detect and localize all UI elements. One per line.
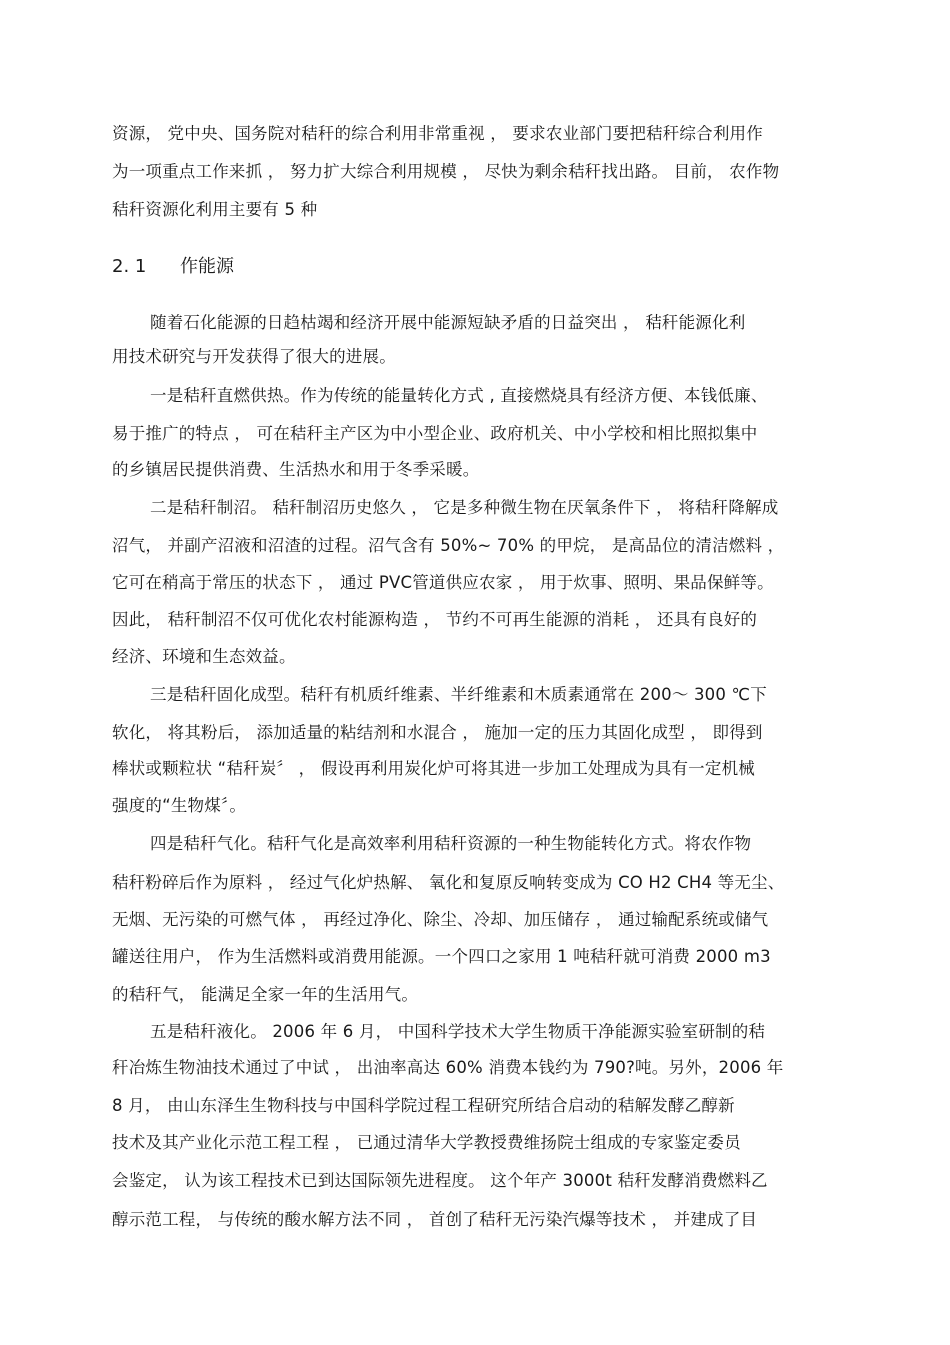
paragraph-line: 用技术研究与开发获得了很大的进展。 [112, 347, 396, 366]
paragraph-line: 沼气， 并副产沼液和沼渣的过程。沼气含有 50%~ 70% 的甲烷， 是高品位的清洁燃料 ， [112, 536, 785, 555]
paragraph-line: 因此， 秸秆制沼不仅可优化农村能源构造 ， 节约不可再生能源的消耗 ， 还具有良好的 [112, 610, 758, 629]
paragraph-line: 罐送往用户， 作为生活燃料或消费用能源。一个四口之家用 1 吨秸秆就可消费 2000 m3 [112, 947, 771, 966]
paragraph-line: 四是秸秆气化。秸秆气化是高效率利用秸秆资源的一种生物能转化方式。将农作物 [150, 834, 752, 853]
paragraph-line: 醇示范工程， 与传统的酸水解方法不同 ， 首创了秸秆无污染汽爆等技术 ， 并建成了目 [112, 1210, 758, 1229]
paragraph-line: 经济、环境和生态效益。 [112, 647, 296, 666]
paragraph-line: 秆冶炼生物油技术通过了中试 ， 出油率高达 60% 消费本钱约为 790?吨。另外，2006 年 [112, 1058, 784, 1077]
paragraph-line: 秸秆粉碎后作为原料 ， 经过气化炉热解、 氧化和复原反响转变成为 CO H2 CH4 等无尘、 [112, 873, 785, 892]
paragraph-line: 的秸秆气， 能满足全家一年的生活用气。 [112, 985, 419, 1004]
paragraph-line: 的乡镇居民提供消费、生活热水和用于冬季采暖。 [112, 460, 480, 479]
paragraph-line: 二是秸秆制沼。 秸秆制沼历史悠久 ， 它是多种微生物在厌氧条件下 ， 将秸秆降解成 [150, 498, 779, 517]
paragraph-line: 强度的“生物煤〞。 [112, 796, 247, 815]
intro-line: 秸秆资源化利用主要有 5 种 [112, 200, 318, 219]
paragraph-line: 随着石化能源的日趋枯竭和经济开展中能源短缺矛盾的日益突出 ， 秸秆能源化利 [150, 313, 746, 332]
section-title: 作能源 [180, 256, 234, 277]
section-number: 2. 1 [112, 256, 147, 277]
paragraph-line: 软化， 将其粉后， 添加适量的粘结剂和水混合 ， 施加一定的压力其固化成型 ， 即得到 [112, 723, 763, 742]
paragraph-line: 棒状或颗粒状 “秸秆炭〞 ， 假设再利用炭化炉可将其进一步加工处理成为具有一定机械 [112, 759, 755, 778]
intro-line: 资源， 党中央、国务院对秸秆的综合利用非常重视 ， 要求农业部门要把秸秆综合利用作 [112, 124, 763, 143]
paragraph-line: 易于推广的特点 ， 可在秸秆主产区为中小型企业、政府机关、中小学校和相比照拟集中 [112, 424, 758, 443]
paragraph-line: 技术及其产业化示范工程工程 ， 已通过清华大学教授费维扬院士组成的专家鉴定委员 [112, 1133, 741, 1152]
paragraph-line: 8 月， 由山东泽生生物科技与中国科学院过程工程研究所结合启动的秸解发酵乙醇新 [112, 1096, 735, 1115]
paragraph-line: 五是秸秆液化。 2006 年 6 月， 中国科学技术大学生物质干净能源实验室研制的秸 [150, 1022, 766, 1041]
intro-line: 为一项重点工作来抓 ， 努力扩大综合利用规模 ， 尽快为剩余秸秆找出路。 目前， 农作物 [112, 162, 780, 181]
paragraph-line: 会鉴定， 认为该工程技术已到达国际领先进程度。 这个年产 3000t 秸秆发酵消费燃料乙 [112, 1171, 768, 1190]
paragraph-line: 无烟、无污染的可燃气体 ， 再经过净化、除尘、冷却、加压储存 ， 通过输配系统或储气 [112, 910, 769, 929]
paragraph-line: 它可在稍高于常压的状态下 ， 通过 PVC管道供应农家 ， 用于炊事、照明、果品保鲜等。 [112, 573, 774, 592]
paragraph-line: 一是秸秆直燃供热。作为传统的能量转化方式 , 直接燃烧具有经济方便、本钱低廉、 [150, 386, 768, 405]
paragraph-line: 三是秸秆固化成型。秸秆有机质纤维素、半纤维素和木质素通常在 200～ 300 ℃下 [150, 685, 767, 704]
section-heading [112, 256, 234, 278]
